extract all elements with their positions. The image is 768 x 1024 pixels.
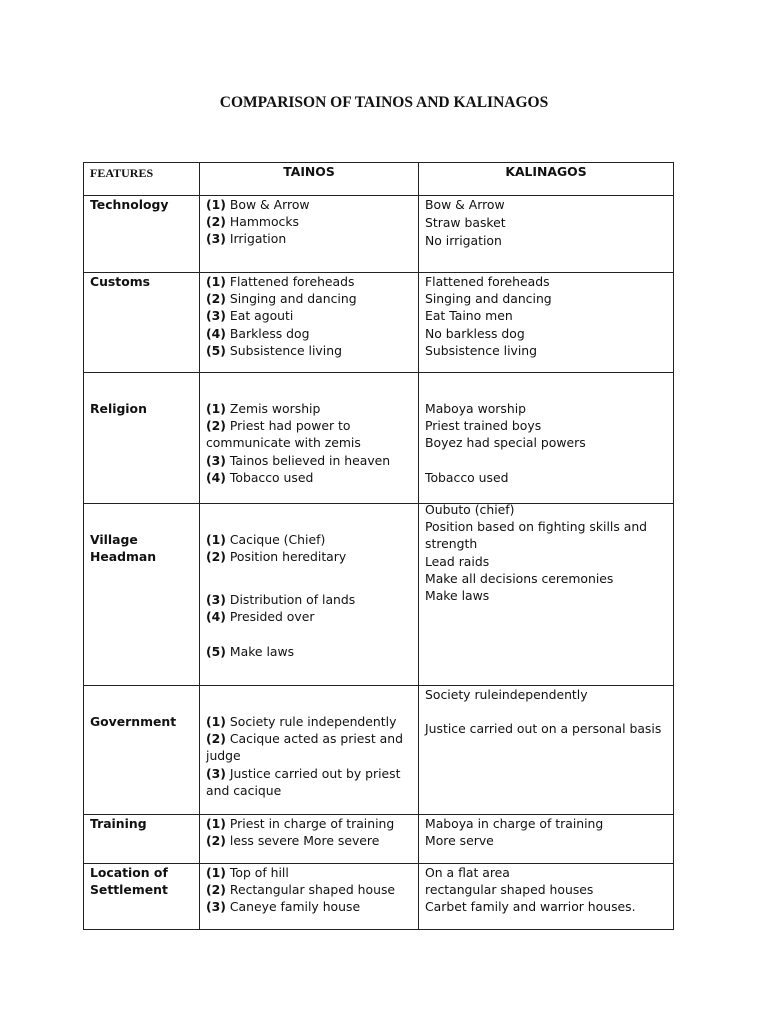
feature-label: Religion	[84, 373, 200, 504]
table-row-training	[84, 815, 674, 864]
document-title: COMPARISON OF TAINOS AND KALINAGOS	[219, 94, 549, 111]
tainos-cell: (1) Cacique (Chief) (2) Position hereditary (3) Distribution of lands (4) Presided over (5) Make laws	[200, 504, 419, 686]
feature-label: Government	[84, 686, 200, 815]
kalinagos-cell: Maboya worship Priest trained boys Boyez had special powers Tobacco used	[419, 373, 674, 504]
table-row-religion	[84, 373, 674, 504]
tainos-cell: (1) Flattened foreheads (2) Singing and dancing (3) Eat agouti (4) Barkless dog (5) Subsistence living	[200, 273, 419, 373]
tainos-cell: (1) Priest in charge of training (2) less severe More severe	[200, 815, 419, 864]
kalinagos-cell: On a flat area rectangular shaped houses Carbet family and warrior houses.	[419, 864, 674, 930]
table-row-government	[84, 686, 674, 815]
kalinagos-cell: Bow & Arrow Straw basket No irrigation	[419, 196, 674, 273]
header-tainos: TAINOS	[200, 163, 419, 196]
table-row-customs	[84, 273, 674, 373]
kalinagos-cell: Society ruleindependently Justice carried out on a personal basis	[419, 686, 674, 815]
feature-label: Village Headman	[84, 504, 200, 686]
kalinagos-cell: Maboya in charge of training More serve	[419, 815, 674, 864]
feature-label: Customs	[84, 273, 200, 373]
table-row-village-headman	[84, 504, 674, 686]
tainos-cell: (1) Zemis worship (2) Priest had power to communicate with zemis (3) Tainos believed in heaven (4) Tobacco used	[200, 373, 419, 504]
tainos-cell: (1) Top of hill (2) Rectangular shaped house (3) Caneye family house	[200, 864, 419, 930]
kalinagos-cell: Flattened foreheads Singing and dancing Eat Taino men No barkless dog Subsistence living	[419, 273, 674, 373]
comparison-table	[83, 162, 674, 930]
kalinagos-cell: Oubuto (chief) Position based on fighting skills and strength Lead raids Make all decisions ceremonies Make laws	[419, 504, 674, 686]
feature-label: Training	[84, 815, 200, 864]
table-row-location-of-settlement	[84, 864, 674, 930]
header-row	[84, 163, 674, 196]
tainos-cell: (1) Bow & Arrow (2) Hammocks (3) Irrigation	[200, 196, 419, 273]
header-kalinagos: KALINAGOS	[419, 163, 674, 196]
header-features: FEATURES	[84, 163, 200, 196]
feature-label: Technology	[84, 196, 200, 273]
feature-label: Location of Settlement	[84, 864, 200, 930]
tainos-cell: (1) Society rule independently (2) Cacique acted as priest and judge (3) Justice carried out by priest and cacique	[200, 686, 419, 815]
table-row-technology	[84, 196, 674, 273]
